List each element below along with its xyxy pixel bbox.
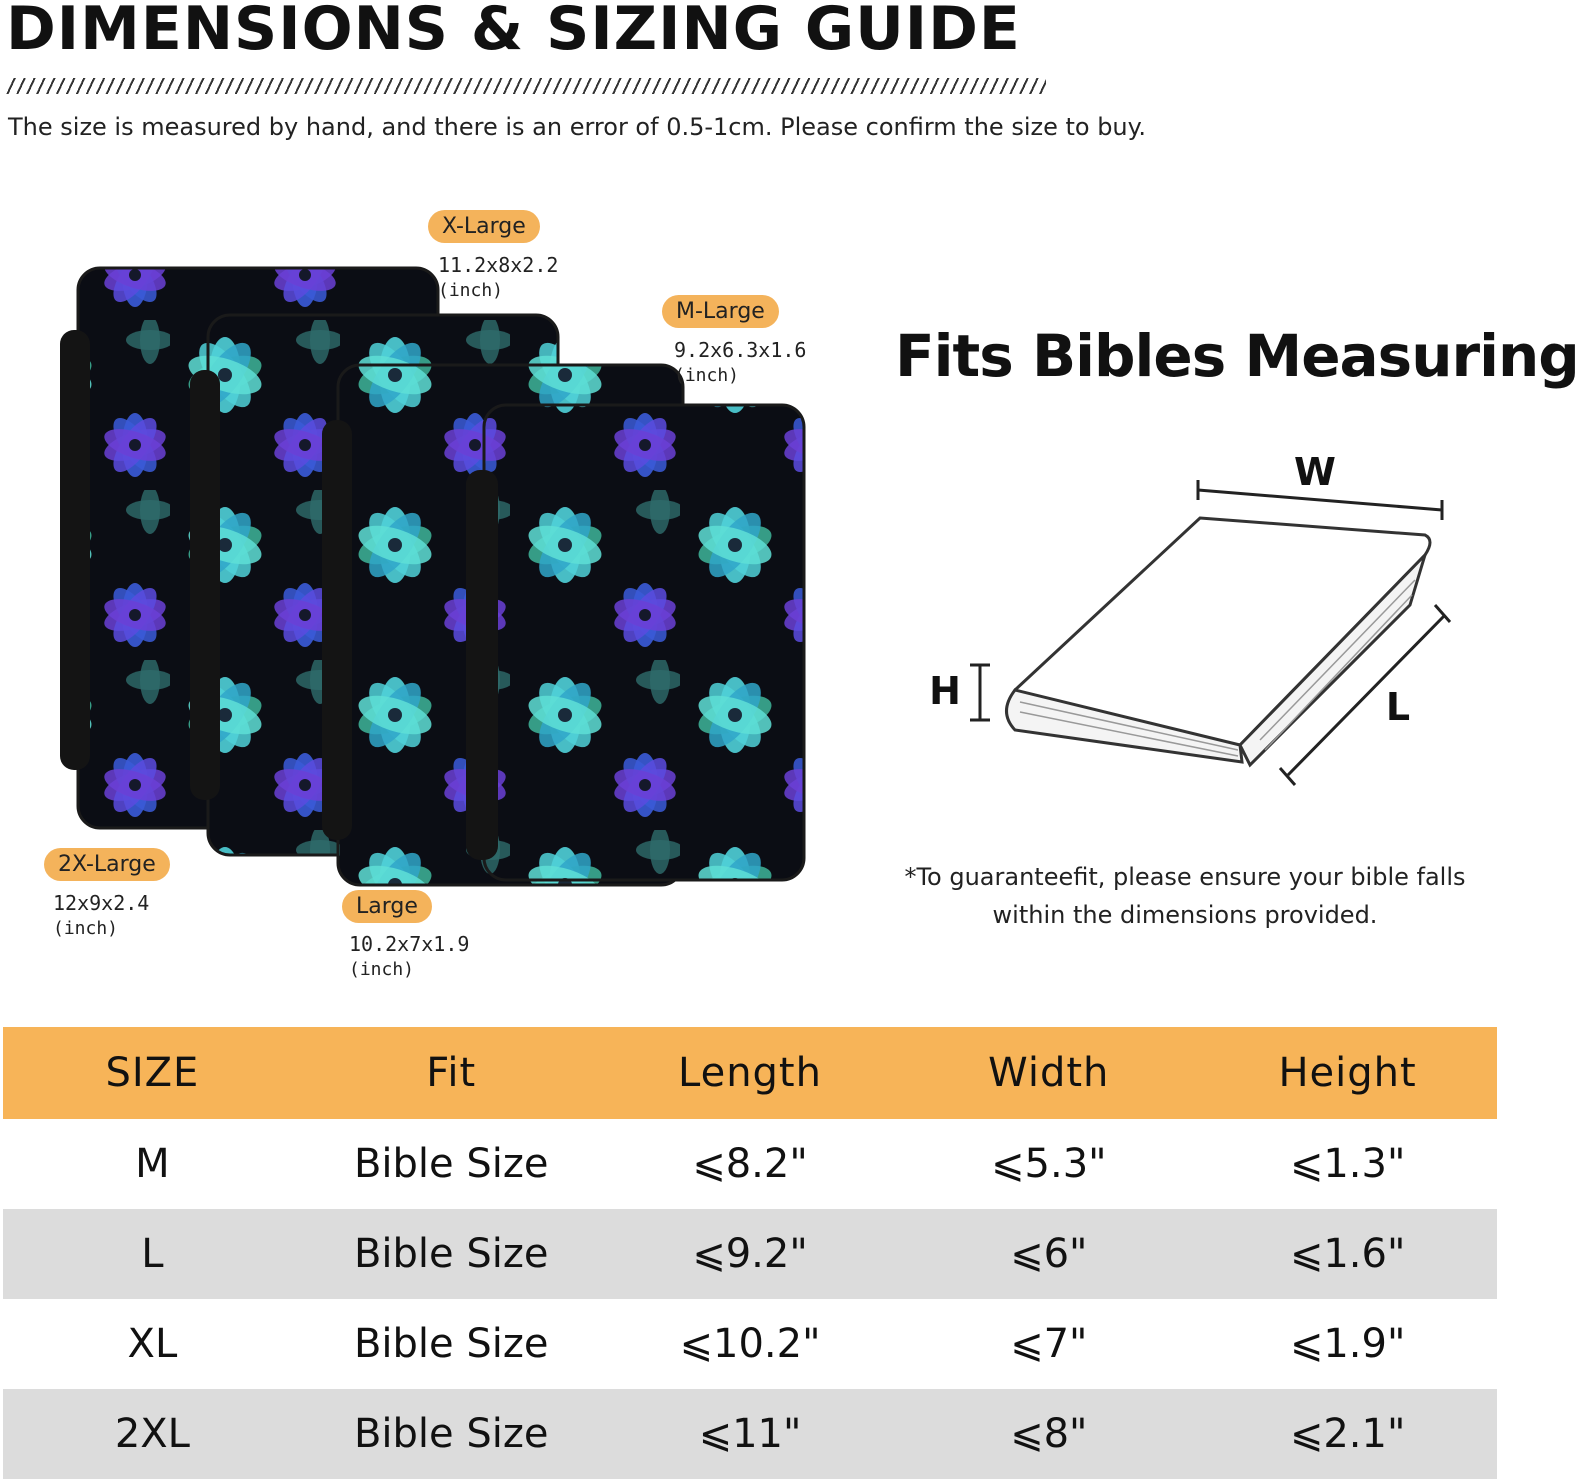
cell-length: ⩽9.2" — [601, 1209, 900, 1299]
width-label: W — [1294, 450, 1336, 494]
fit-note — [880, 858, 1490, 934]
table-row — [3, 1209, 1497, 1299]
header-height: Height — [1198, 1027, 1497, 1119]
cell-height: ⩽2.1" — [1198, 1389, 1497, 1479]
table-row — [3, 1299, 1497, 1389]
cell-fit: Bible Size — [302, 1389, 601, 1479]
size-badge-x-large: X-Large — [428, 210, 540, 243]
page-title: DIMENSIONS & SIZING GUIDE — [6, 0, 1021, 64]
cell-length: ⩽8.2" — [692, 1141, 808, 1187]
book-measure-diagram — [920, 440, 1480, 800]
cell-width: ⩽5.3" — [991, 1141, 1107, 1187]
size-dims-x-large — [438, 252, 558, 304]
dims-unit: (inch) — [674, 365, 740, 386]
bible-covers-illustration — [0, 150, 860, 1010]
cell-length: ⩽11" — [601, 1389, 900, 1479]
dims-value: 11.2x8x2.2 — [438, 253, 559, 277]
size-badge-m-large: M-Large — [662, 295, 779, 328]
dims-unit: (inch) — [438, 280, 504, 301]
cell-size: XL — [127, 1321, 178, 1367]
hatch-divider — [6, 78, 1046, 94]
cell-fit: Bible Size — [302, 1209, 601, 1299]
cell-height: ⩽1.3" — [1289, 1141, 1406, 1187]
length-label: L — [1385, 685, 1411, 729]
height-label: H — [929, 669, 961, 713]
header-fit: Fit — [302, 1027, 601, 1119]
cell-width: ⩽6" — [899, 1209, 1198, 1299]
fits-title: Fits Bibles Measuring — [895, 322, 1579, 390]
cell-length: ⩽10.2" — [679, 1321, 821, 1367]
fit-note-line1: *To guaranteefit, please ensure your bible falls — [904, 863, 1466, 891]
dims-value: 9.2x6.3x1.6 — [674, 338, 807, 362]
header-width: Width — [899, 1027, 1198, 1119]
dims-unit: (inch) — [349, 959, 415, 980]
table-row — [3, 1389, 1497, 1479]
cell-width: ⩽8" — [899, 1389, 1198, 1479]
size-table — [3, 1027, 1497, 1479]
cell-size: L — [3, 1209, 302, 1299]
header-length: Length — [601, 1027, 900, 1119]
dims-value: 12x9x2.4 — [53, 891, 150, 915]
cell-size: M — [135, 1141, 170, 1187]
table-header-row — [3, 1027, 1497, 1119]
cell-fit: Bible Size — [353, 1141, 549, 1187]
table-row — [3, 1119, 1497, 1209]
cell-height: ⩽1.9" — [1289, 1321, 1406, 1367]
size-dims-large — [349, 931, 469, 983]
cell-height: ⩽1.6" — [1198, 1209, 1497, 1299]
fit-note-line2: within the dimensions provided. — [992, 901, 1378, 929]
size-dims-2x-large — [53, 890, 149, 942]
cell-width: ⩽7" — [1010, 1321, 1088, 1367]
size-badge-large: Large — [342, 890, 432, 923]
cell-size: 2XL — [3, 1389, 302, 1479]
measurement-disclaimer: The size is measured by hand, and there is an error of 0.5-1cm. Please confirm the size to buy. — [8, 113, 1147, 141]
dims-value: 10.2x7x1.9 — [349, 932, 470, 956]
cell-fit: Bible Size — [353, 1321, 549, 1367]
size-badge-2x-large: 2X-Large — [44, 848, 170, 881]
dims-unit: (inch) — [53, 918, 119, 939]
size-dims-m-large — [674, 337, 806, 389]
header-size: SIZE — [3, 1027, 302, 1119]
